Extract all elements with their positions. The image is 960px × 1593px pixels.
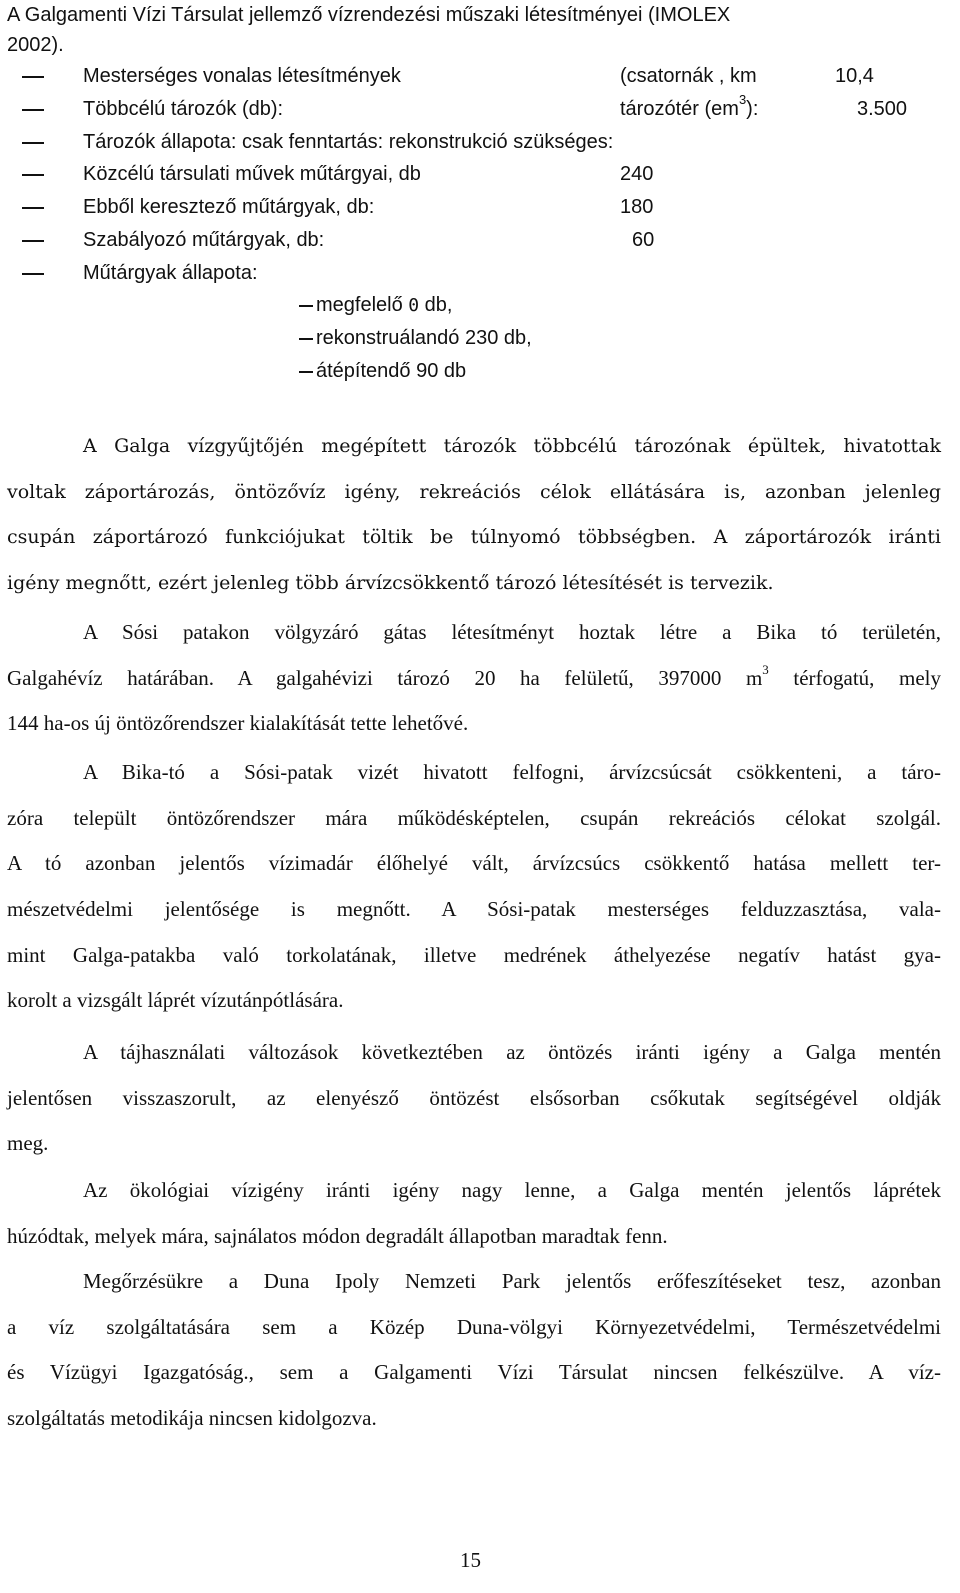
sublist-number: 0 (408, 295, 420, 316)
paragraph-line: és Vízügyi Igazgatóság., sem a Galgamenti Vízi Társulat nincsen felkészülve. A víz- (7, 1360, 941, 1385)
superscript: 3 (762, 661, 769, 677)
list-item-label: Szabályozó műtárgyak, db: (83, 229, 325, 251)
list-item-value: 60 (632, 229, 655, 251)
paragraph-line: mészetvédelmi jelentősége is megnőtt. A Sósi-patak mesterséges felduzzasztása, vala- (7, 897, 941, 922)
dash-bullet (299, 338, 313, 340)
paragraph-4 (7, 1039, 941, 1176)
dash-bullet (299, 371, 313, 373)
sublist-item: rekonstruálandó 230 db, (316, 327, 532, 349)
paragraph-line: a víz szolgáltatására sem a Közép Duna-völgyi Környezetvédelmi, Természetvédelmi (7, 1314, 941, 1339)
list-item-value: 240 (620, 163, 654, 185)
intro-line-2: 2002). (7, 34, 64, 56)
page-number: 15 (460, 1548, 481, 1572)
text-run: térfogatú, mely (768, 665, 941, 690)
list-item-label: Ebből keresztező műtárgyak, db: (83, 196, 375, 218)
paragraph-line: jelentősen visszaszorult, az elenyésző öntözést elsősorban csőkutak segítségével oldják (7, 1085, 941, 1110)
dash-bullet (22, 240, 44, 242)
sublist-text: db, (419, 294, 453, 316)
paragraph-2 (7, 619, 941, 756)
paragraph-line: húzódtak, melyek mára, sajnálatos módon degradált állapotban maradtak fenn. (7, 1223, 668, 1248)
paragraph-line: 144 ha-os új öntözőrendszer kialakítását tette lehetővé. (7, 711, 469, 736)
paragraph-line: zóra települt öntözőrendszer mára működésképtelen, csupán rekreációs célokat szolgál. (7, 805, 941, 830)
paragraph-line (7, 661, 941, 711)
dash-bullet (22, 76, 44, 78)
list-item-value: 10,4 (835, 65, 874, 87)
dash-bullet (22, 109, 44, 111)
dash-bullet (299, 305, 313, 307)
list-item-label: Közcélú társulati művek műtárgyai, db (83, 163, 421, 185)
list-item-label: Tározók állapota: csak fenntartás: rekonstrukció szükséges: (83, 131, 614, 153)
paragraph-5 (7, 1177, 941, 1268)
paragraph-line: voltak záportározás, öntözővíz igény, rekreációs célok ellátására is, azonban jelenleg (7, 480, 941, 503)
paragraph-line: A Sósi patakon völgyzáró gátas létesítményt hoztak létre a Bika tó területén, (83, 620, 941, 644)
list-item-label: Műtárgyak állapota: (83, 262, 258, 284)
sublist-item: átépítendő 90 db (316, 360, 467, 382)
dash-bullet (22, 174, 44, 176)
list-item-value: 3.500 (857, 98, 908, 120)
list-item-mid (620, 92, 759, 122)
dash-bullet (22, 207, 44, 209)
sublist-item (316, 292, 452, 319)
paragraph-line: meg. (7, 1131, 49, 1156)
paragraph-line: A tó azonban jelentős vízimadár élőhelyé vált, árvízcsúcs csökkentő hatása mellett ter- (7, 851, 941, 876)
superscript: 3 (738, 92, 747, 108)
mid-end: ): (746, 98, 759, 120)
list-item-label: Többcélú tározók (db): (83, 98, 284, 120)
list-item-mid: (csatornák , km (620, 65, 757, 87)
paragraph-line: szolgáltatás metodikája nincsen kidolgozva. (7, 1406, 377, 1431)
paragraph-3 (7, 759, 941, 1033)
paragraph-line: mint Galga-patakba való torkolatának, illetve medrének áthelyezése negatív hatást gya- (7, 942, 941, 967)
paragraph-line: igény megnőtt, ezért jelenleg több árvízcsökkentő tározó létesítését is tervezik. (7, 571, 774, 594)
list-item-label: Mesterséges vonalas létesítmények (83, 65, 401, 87)
paragraph-line: csupán záportározó funkciójukat töltik be túlnyomó többségben. A záportározók iránti (7, 526, 941, 548)
paragraph-1 (7, 433, 941, 615)
dash-bullet (22, 142, 44, 144)
paragraph-6 (7, 1268, 941, 1451)
paragraph-line: korolt a vizsgált láprét vízutánpótlására. (7, 988, 344, 1013)
text-run: Galgahévíz határában. A galgahévizi tározó 20 ha felületű, 397000 m (7, 665, 763, 690)
paragraph-line: A Bika-tó a Sósi-patak vizét hivatott felfogni, árvízcsúcsát csökkenteni, a táro- (83, 760, 941, 784)
paragraph-line: Az ökológiai vízigény iránti igény nagy lenne, a Galga mentén jelentős láprétek (83, 1178, 941, 1202)
paragraph-line: A Galga vízgyűjtőjén megépített tározók többcélú tározónak épültek, hivatottak (83, 435, 941, 457)
paragraph-line: A tájhasználati változások következtében az öntözés iránti igény a Galga mentén (83, 1040, 941, 1064)
intro-line-1: A Galgamenti Vízi Társulat jellemző vízrendezési műszaki létesítményei (IMOLEX (7, 4, 731, 26)
dash-bullet (22, 273, 44, 275)
sublist-text: megfelelő (316, 294, 409, 316)
paragraph-line: Megőrzésükre a Duna Ipoly Nemzeti Park jelentős erőfeszítéseket tesz, azonban (83, 1269, 941, 1293)
mid-text: tározótér (em (620, 98, 739, 120)
list-item-value: 180 (620, 196, 654, 218)
